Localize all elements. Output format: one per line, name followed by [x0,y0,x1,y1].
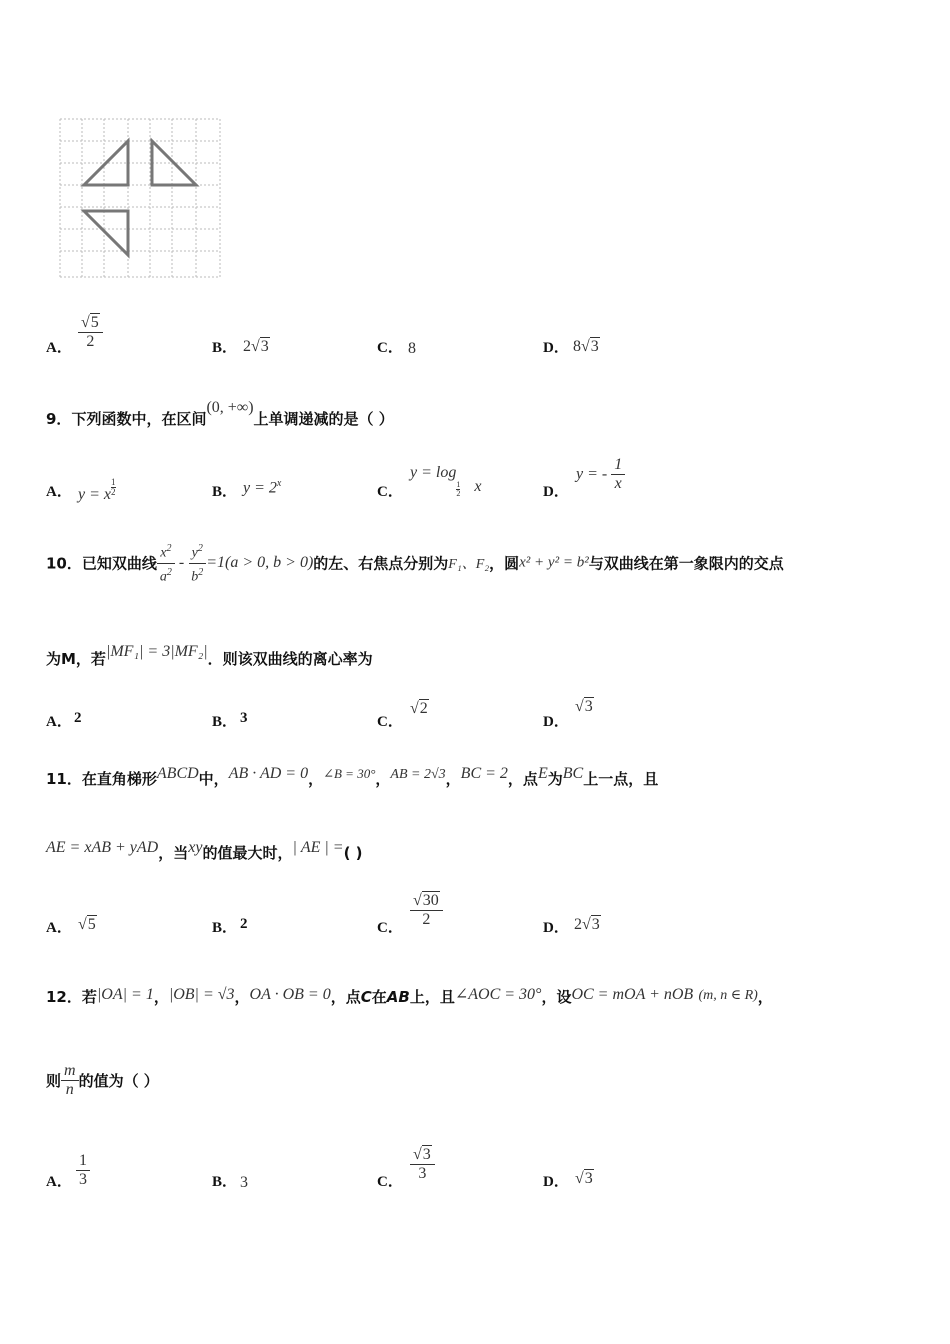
q12-option-a-label[interactable]: A． [46,1174,72,1190]
q12-option-b-label[interactable]: B． [212,1174,238,1190]
q9-option-c-label[interactable]: C． [377,484,403,500]
q10-stem-line2: 为M，若|MF₁| = 3|MF₂|．则该双曲线的离心率为 [46,643,373,668]
q10-stem-line1: 10．已知双曲线 $\frac{x^2}{a^2}$ - $\frac{y^2}{b^2}$ =1(a > 0, b > 0)的左、右焦点分别为F₁、F₂，圆x² + y² = b²与双曲线在第一象限内的交点 [46,540,784,586]
three-view-figure [56,115,224,283]
q12-option-c-label[interactable]: C． [377,1174,403,1190]
q11-option-b-label[interactable]: B． [212,920,238,936]
grid-lines [60,119,220,277]
q9-option-d-value: y = - $\frac{1}{x}$ [576,456,625,493]
q12-option-d-value: √3 [575,1170,593,1187]
q11-option-d-label[interactable]: D． [543,920,569,936]
q10-option-b-label[interactable]: B． [212,714,238,730]
q10-option-c-value: √2 [410,700,428,717]
q11-option-a-value: √5 [78,916,96,933]
q8-option-d-value: 8√3 [573,338,599,355]
q10-option-c-label[interactable]: C． [377,714,403,730]
top-view-triangle [84,211,128,255]
q9-option-b-label[interactable]: B． [212,484,238,500]
q12-option-a-value: $\frac{1}{3}$ [76,1152,90,1189]
q9-option-b-value: $y = 2^x$ [243,478,282,497]
q12-option-b-value: 3 [240,1174,248,1191]
q12-option-c-value: $\frac{√3}{3}$ [410,1146,435,1183]
q8-option-a-value: $\frac{√5}{2}$ [78,314,103,351]
q10-option-a-label[interactable]: A． [46,714,72,730]
q10-option-b-value: 3 [240,710,248,726]
q9-option-c-value: y = log $\frac{1}{2}$ x [410,464,482,498]
q9-option-a-value: y = x $\frac{1}{2}$ [78,477,116,503]
q10-option-d-label[interactable]: D． [543,714,569,730]
q12-stem-line2: 则 $\frac{m}{n}$ 的值为（ ） [46,1062,159,1098]
q9-stem: 9．下列函数中，在区间(0, +∞)上单调递减的是（ ） [46,399,394,428]
q8-option-b-value: 2√3 [243,338,269,355]
q10-option-a-value: 2 [74,710,82,726]
q9-option-a-label[interactable]: A． [46,484,72,500]
q8-option-c-label[interactable]: C． [377,340,403,356]
q11-option-d-value: 2√3 [574,916,600,933]
q8-option-d-label[interactable]: D． [543,340,569,356]
q8-option-a-label[interactable]: A． [46,340,72,356]
q11-option-c-value: $\frac{√30}{2}$ [410,892,443,929]
q10-option-d-value: √3 [575,698,593,715]
q11-option-b-value: 2 [240,916,248,932]
q11-option-a-label[interactable]: A． [46,920,72,936]
q11-stem-line2: AE = xAB + yAD，当xy的值最大时，| AE | =( ) [46,839,363,862]
q12-stem-line1: 12．若|OA| = 1，|OB| = √3，OA · OB = 0，点C在AB上，且∠AOC = 30°，设OC = mOA + nOB (m, n ∈ R)， [46,986,773,1006]
q11-option-c-label[interactable]: C． [377,920,403,936]
q12-option-d-label[interactable]: D． [543,1174,569,1190]
q8-option-c-value: 8 [408,340,416,357]
q8-option-b-label[interactable]: B． [212,340,238,356]
q9-option-d-label[interactable]: D． [543,484,569,500]
q11-stem-line1: 11．在直角梯形ABCD中，AB · AD = 0，∠B = 30°，AB = 2√3，BC = 2，点E为BC上一点，且 [46,765,659,788]
